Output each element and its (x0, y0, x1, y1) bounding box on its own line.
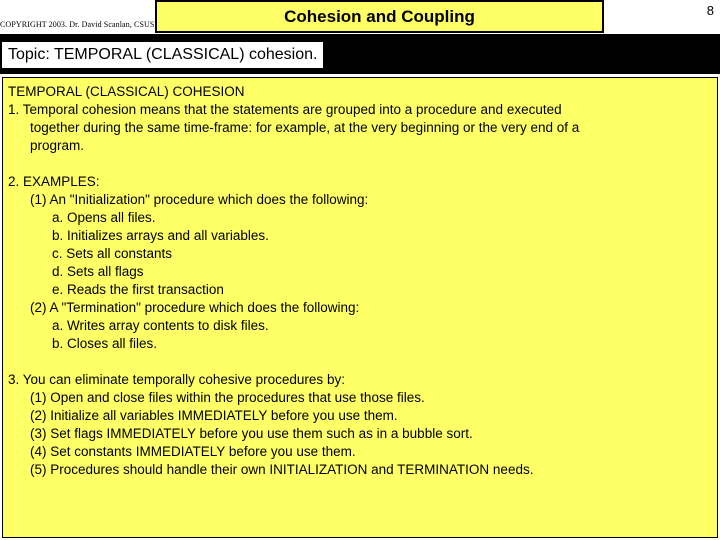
example2-item: b. Closes all files. (52, 336, 158, 351)
point1-line2: together during the same time-frame: for example, at the very beginning or the very end of a (30, 120, 580, 135)
topic-label: Topic: TEMPORAL (CLASSICAL) cohesion. (2, 42, 323, 68)
point1-line1: 1. Temporal cohesion means that the statements are grouped into a procedure and executed (8, 102, 562, 117)
spacer (8, 155, 717, 173)
slide-number: 8 (706, 3, 714, 18)
content-panel (2, 77, 718, 538)
point3-item: (2) Initialize all variables IMMEDIATELY before you use them. (30, 408, 398, 423)
slide-title-box (155, 0, 604, 33)
example1-item: c. Sets all constants (52, 246, 173, 261)
spacer (8, 353, 717, 371)
point3-heading: 3. You can eliminate temporally cohesive procedures by: (8, 372, 345, 387)
point2-heading: 2. EXAMPLES: (8, 174, 100, 189)
slide-title: Cohesion and Coupling (284, 7, 475, 26)
example2-item: a. Writes array contents to disk files. (52, 318, 269, 333)
example1-item: e. Reads the first transaction (52, 282, 224, 297)
example1-title: (1) An "Initialization" procedure which does the following: (30, 192, 369, 207)
example1-item: d. Sets all flags (52, 264, 144, 279)
content-heading: TEMPORAL (CLASSICAL) COHESION (8, 84, 245, 99)
point1-line3: program. (30, 138, 85, 153)
point3-item: (5) Procedures should handle their own INITIALIZATION and TERMINATION needs. (30, 462, 534, 477)
point3-item: (1) Open and close files within the procedures that use those files. (30, 390, 425, 405)
copyright-notice: COPYRIGHT 2003. Dr. David Scanlan, CSUS (0, 20, 155, 29)
example2-title: (2) A "Termination" procedure which does the following: (30, 300, 360, 315)
example1-item: b. Initializes arrays and all variables. (52, 228, 269, 243)
point3-item: (4) Set constants IMMEDIATELY before you use them. (30, 444, 356, 459)
point3-item: (3) Set flags IMMEDIATELY before you use them such as in a bubble sort. (30, 426, 473, 441)
example1-item: a. Opens all files. (52, 210, 156, 225)
